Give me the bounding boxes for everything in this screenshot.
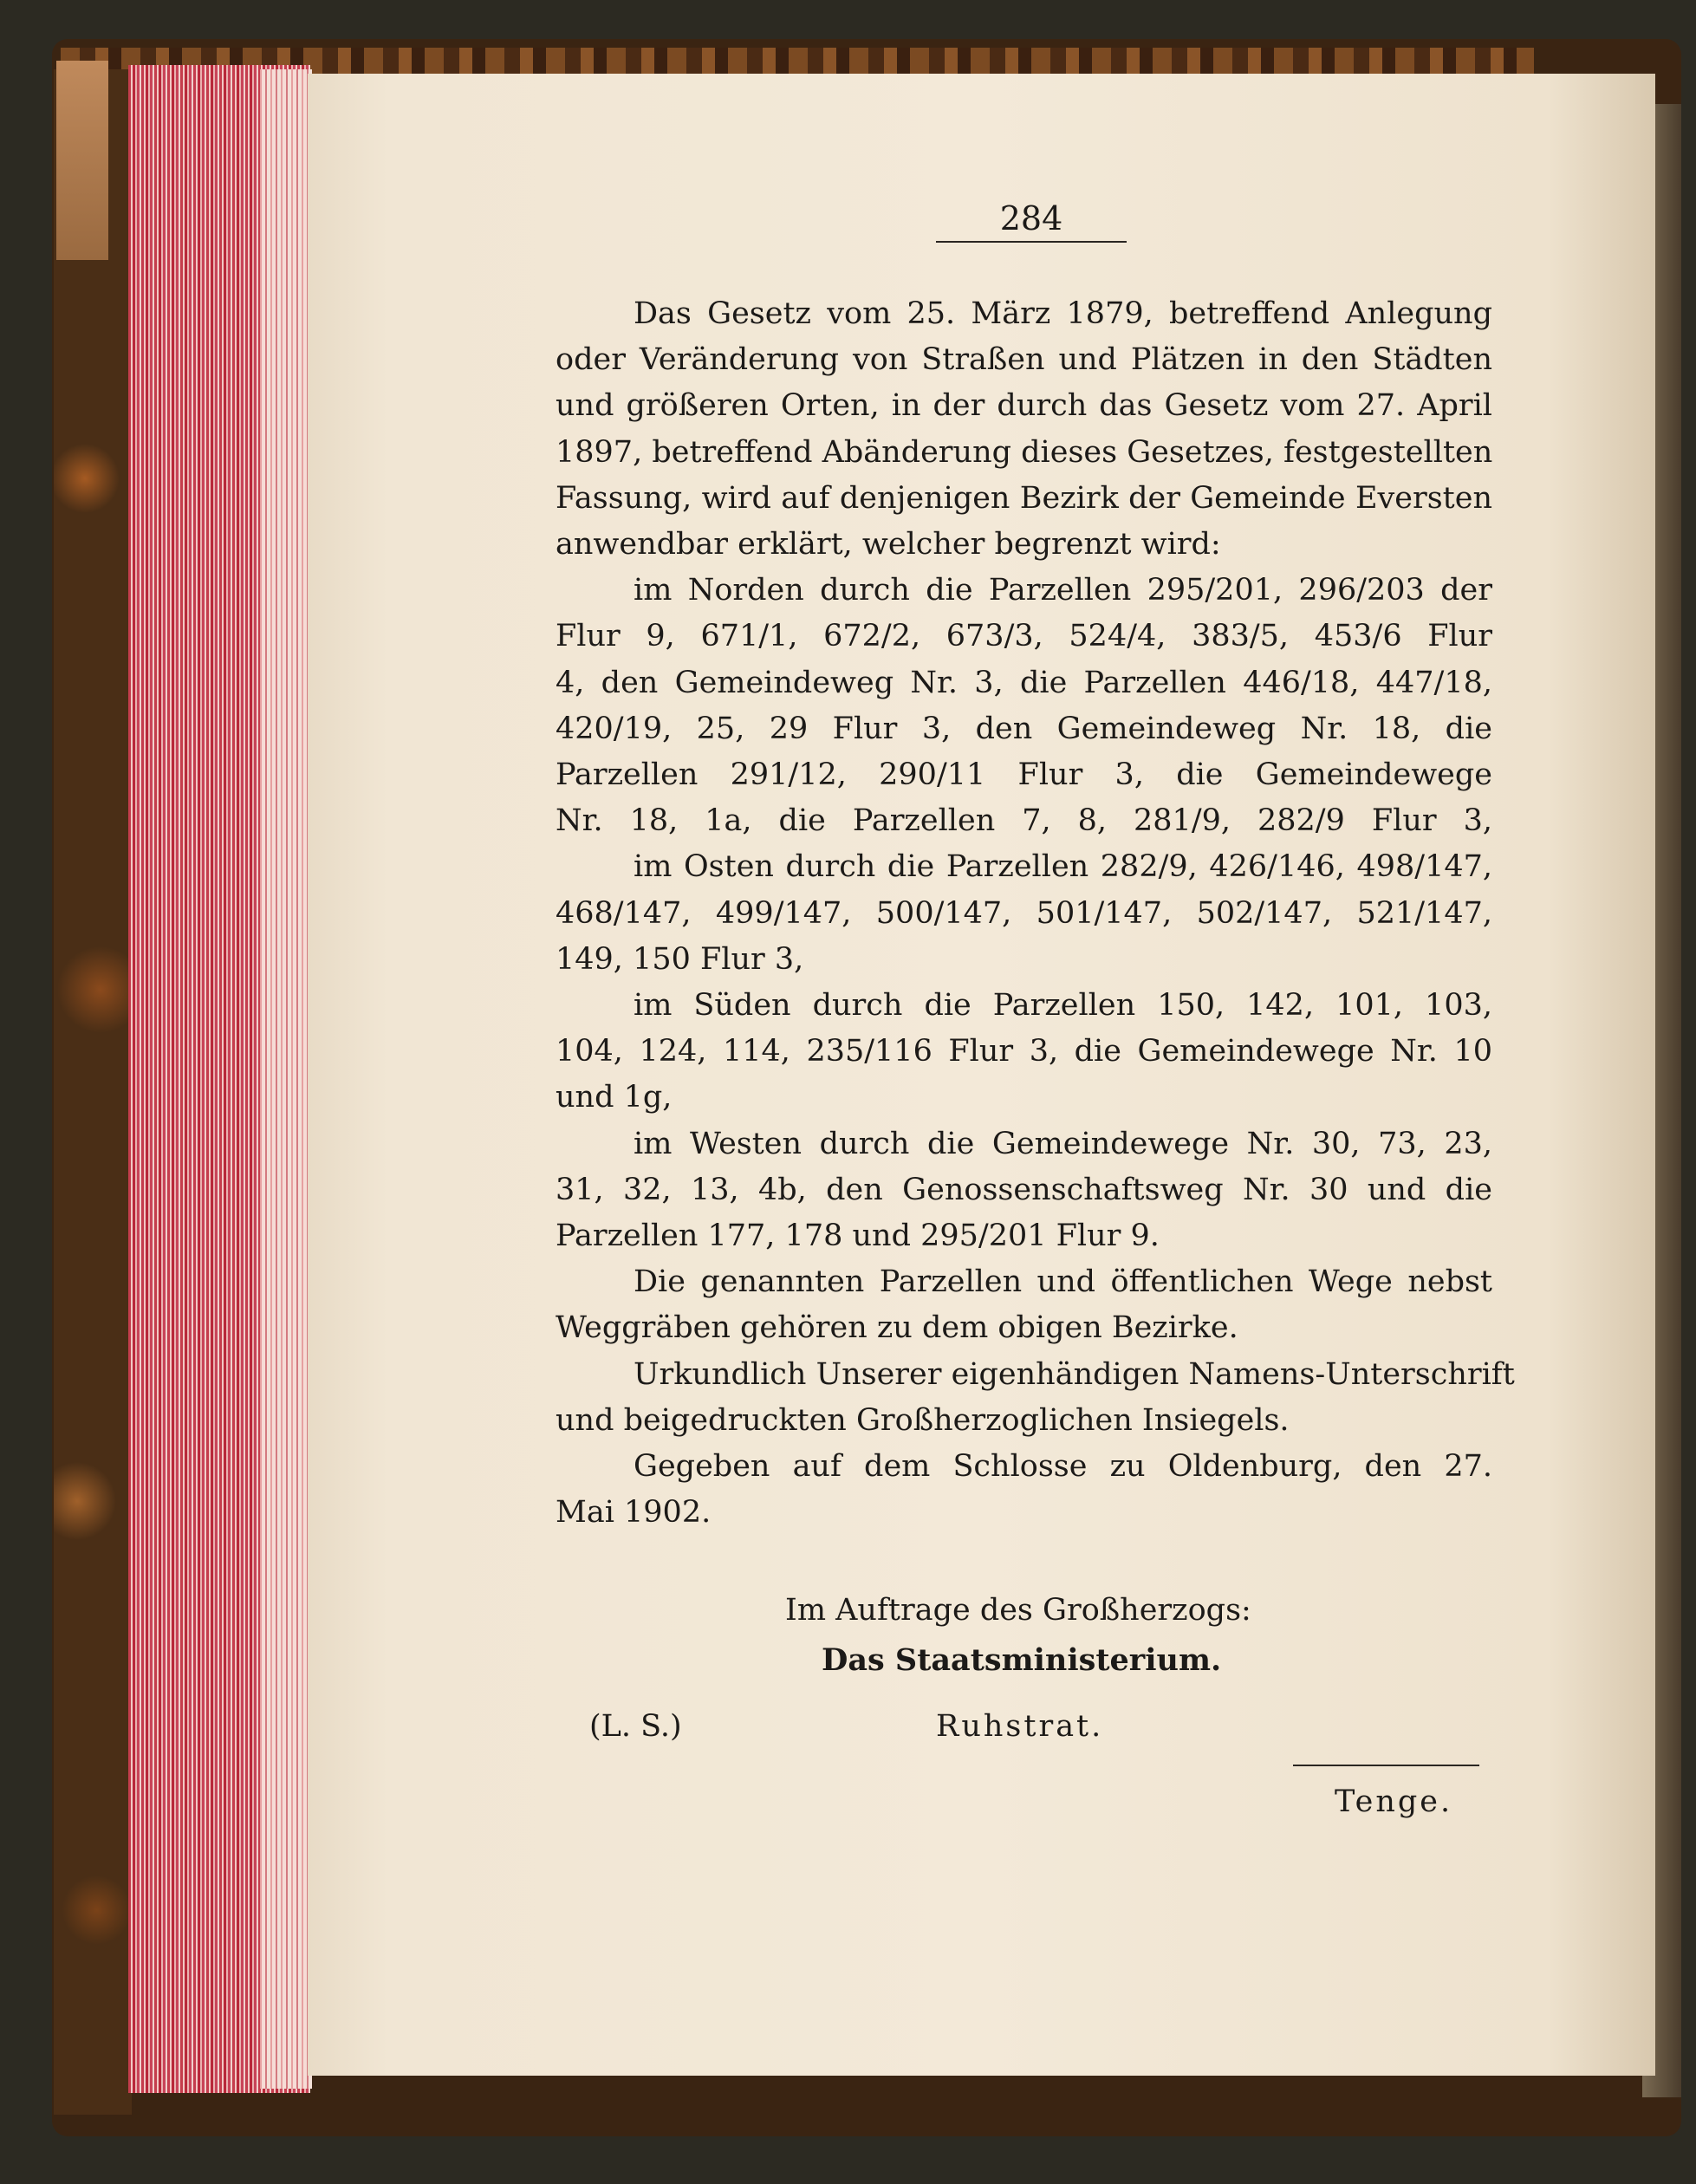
text-line: Nr. 18, 1a, die Parzellen 7, 8, 281/9, 282/9 Flur 3, — [556, 803, 1492, 839]
text-line: Gegeben auf dem Schlosse zu Oldenburg, den 27. — [634, 1449, 1492, 1484]
text-line: 149, 150 Flur 3, — [556, 941, 804, 977]
text-line: im Westen durch die Gemeindewege Nr. 30, 73, 23, — [634, 1126, 1492, 1161]
text-line: Parzellen 177, 178 und 295/201 Flur 9. — [556, 1219, 1160, 1253]
page-number: 284 — [999, 199, 1063, 237]
text-line: 4, den Gemeindeweg Nr. 3, die Parzellen 446/18, 447/18, — [556, 665, 1492, 700]
text-line: anwendbar erklärt, welcher begrenzt wird: — [556, 527, 1221, 562]
text-line: 1897, betreffend Abänderung dieses Gesetzes, festgestellten — [556, 434, 1493, 470]
text-line: 420/19, 25, 29 Flur 3, den Gemeindeweg Nr. 18, die — [556, 711, 1492, 746]
cover-marbled-left — [54, 69, 132, 2115]
ministry-line: Das Staatsministerium. — [822, 1642, 1222, 1678]
text-line: Weggräben gehören zu dem obigen Bezirke. — [556, 1310, 1238, 1346]
text-line: Die genannten Parzellen und öffentlichen Wege nebst — [634, 1264, 1492, 1300]
seal-mark: (L. S.) — [589, 1709, 682, 1744]
text-line: 104, 124, 114, 235/116 Flur 3, die Gemeindewege Nr. 10 — [556, 1034, 1492, 1069]
signature-ruhstrat: Ruhstrat. — [936, 1709, 1104, 1744]
text-line: 468/147, 499/147, 500/147, 501/147, 502/147, 521/147, — [556, 895, 1492, 931]
page-number-rule — [936, 241, 1127, 243]
text-line: und beigedruckten Großherzoglichen Insiegels. — [556, 1402, 1290, 1438]
signature-tenge: Tenge. — [1335, 1784, 1453, 1819]
by-order-line: Im Auftrage des Großherzogs: — [785, 1593, 1251, 1628]
text-line: im Osten durch die Parzellen 282/9, 426/146, 498/147, — [634, 849, 1492, 885]
text-line: Das Gesetz vom 25. März 1879, betreffend Anlegung — [634, 296, 1492, 331]
text-line: Urkundlich Unserer eigenhändigen Namens-Unterschrift — [634, 1356, 1515, 1392]
text-line: im Süden durch die Parzellen 150, 142, 101, 103, — [634, 988, 1492, 1023]
page-edges-inner — [260, 69, 312, 2089]
text-line: oder Veränderung von Straßen und Plätzen in den Städten — [556, 342, 1492, 378]
text-line: Mai 1902. — [556, 1495, 712, 1531]
text-line: Parzellen 291/12, 290/11 Flur 3, die Gemeindewege — [556, 757, 1492, 792]
text-line: 31, 32, 13, 4b, den Genossenschaftsweg Nr. 30 und die — [556, 1172, 1492, 1207]
text-line: Fassung, wird auf denjenigen Bezirk der Gemeinde Eversten — [556, 480, 1492, 516]
text-line: und größeren Orten, in der durch das Gesetz vom 27. April — [556, 388, 1492, 424]
text-line: Flur 9, 671/1, 672/2, 673/3, 524/4, 383/5, 453/6 Flur — [556, 619, 1492, 654]
signature-rule — [1293, 1765, 1479, 1766]
text-line: und 1g, — [556, 1080, 673, 1115]
text-line: im Norden durch die Parzellen 295/201, 296/203 der — [634, 573, 1492, 608]
leather-corner — [56, 61, 108, 260]
